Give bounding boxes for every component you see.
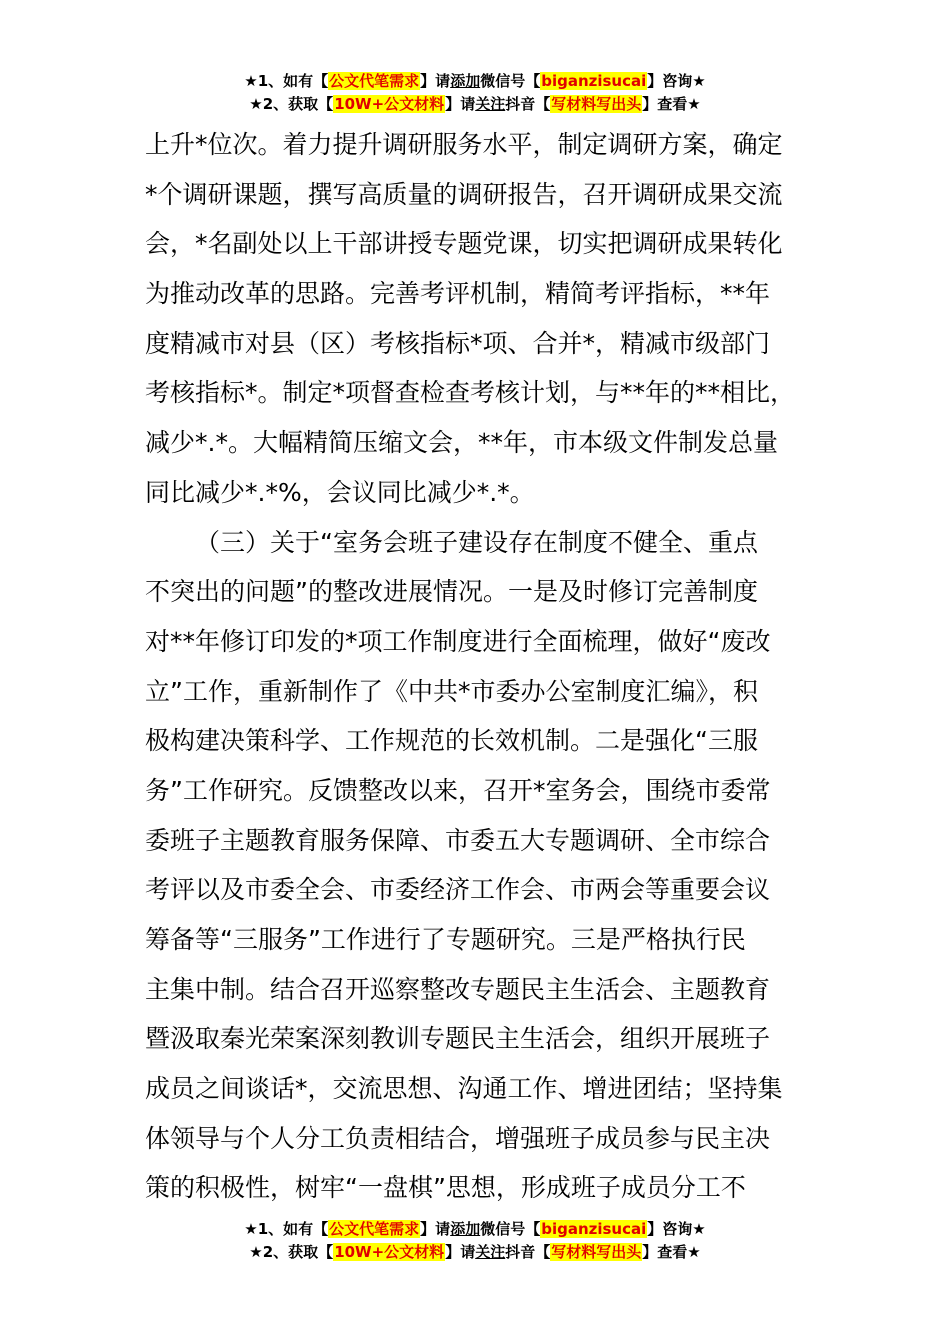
banner-text-underlined: 关注 bbox=[475, 95, 506, 113]
document-body bbox=[145, 120, 820, 1213]
text-line: 体领导与个人分工负责相结合，增强班子成员参与民主决 bbox=[145, 1123, 771, 1153]
text-line: 委班子主题教育服务保障、市委五大专题调研、全市综合 bbox=[145, 825, 771, 855]
banner-text-underlined: 添加 bbox=[450, 72, 481, 90]
text-line: 减少*.*。大幅精简压缩文会，**年，市本级文件制发总量 bbox=[145, 428, 778, 458]
text-line: 务”工作研究。反馈整改以来，召开*室务会，围绕市委常 bbox=[145, 775, 771, 805]
text-line: 考评以及市委全会、市委经济工作会、市两会等重要会议 bbox=[145, 875, 771, 905]
text-line: 极构建决策科学、工作规范的长效机制。二是强化“三服 bbox=[145, 726, 758, 756]
text-line: 立”工作，重新制作了《中共*市委办公室制度汇编》，积 bbox=[145, 676, 758, 706]
banner-text: 微信号【 bbox=[480, 72, 541, 90]
banner-highlight-wechat: biganzisucai bbox=[541, 1220, 647, 1238]
section-heading-line: （三）关于“室务会班子建设存在制度不健全、重点 bbox=[195, 527, 758, 557]
text-line: 主集中制。结合召开巡察整改专题民主生活会、主题教育 bbox=[145, 974, 771, 1004]
banner-text: ★1、如有【 bbox=[244, 72, 329, 90]
text-line: 成员之间谈话*，交流思想、沟通工作、增进团结；坚持集 bbox=[145, 1074, 783, 1104]
text-line: 度精减市对县（区）考核指标*项、合并*，精减市级部门 bbox=[145, 328, 771, 358]
banner-text: ★1、如有【 bbox=[244, 1220, 329, 1238]
text-line: 考核指标*。制定*项督查检查考核计划，与**年的**相比， bbox=[145, 378, 796, 408]
text-line: 暨汲取秦光荣案深刻教训专题民主生活会，组织开展班子 bbox=[145, 1024, 771, 1054]
banner-text: 】咨询★ bbox=[647, 1220, 706, 1238]
text-line: 对**年修订印发的*项工作制度进行全面梳理，做好“废改 bbox=[145, 626, 771, 656]
banner-text: 抖音【 bbox=[505, 1243, 551, 1261]
banner-text: 】请 bbox=[420, 1220, 451, 1238]
banner-text: 】请 bbox=[445, 95, 476, 113]
banner-text: 抖音【 bbox=[505, 95, 551, 113]
banner-text: 微信号【 bbox=[480, 1220, 541, 1238]
banner-text: 】请 bbox=[445, 1243, 476, 1261]
footer-banner bbox=[0, 1218, 950, 1264]
banner-highlight-service: 公文代笔需求 bbox=[329, 1220, 420, 1238]
banner-highlight-materials: 10W+公文材料 bbox=[334, 1243, 445, 1261]
banner-text: 】请 bbox=[420, 72, 451, 90]
banner-line-1 bbox=[0, 70, 950, 93]
text-line: 上升*位次。着力提升调研服务水平，制定调研方案，确定 bbox=[145, 130, 783, 159]
banner-highlight-douyin: 写材料写出头 bbox=[551, 1243, 642, 1261]
header-banner bbox=[0, 70, 950, 116]
text-line: 不突出的问题”的整改进展情况。一是及时修订完善制度 bbox=[145, 577, 758, 607]
banner-highlight-wechat: biganzisucai bbox=[541, 72, 647, 90]
banner-highlight-service: 公文代笔需求 bbox=[329, 72, 420, 90]
banner-line-2 bbox=[0, 93, 950, 116]
text-line: 筹备等“三服务”工作进行了专题研究。三是严格执行民 bbox=[145, 925, 746, 954]
banner-text: 】查看★ bbox=[642, 95, 701, 113]
banner-highlight-materials: 10W+公文材料 bbox=[334, 95, 445, 113]
banner-highlight-douyin: 写材料写出头 bbox=[551, 95, 642, 113]
text-line: 会，*名副处以上干部讲授专题党课，切实把调研成果转化 bbox=[145, 229, 783, 259]
banner-text: 】查看★ bbox=[642, 1243, 701, 1261]
text-line: 策的积极性，树牢“一盘棋”思想，形成班子成员分工不 bbox=[145, 1173, 746, 1203]
banner-text: ★2、获取【 bbox=[249, 95, 334, 113]
banner-text-underlined: 关注 bbox=[475, 1243, 506, 1261]
banner-line-2 bbox=[0, 1241, 950, 1264]
banner-text-underlined: 添加 bbox=[450, 1220, 481, 1238]
banner-text: 】咨询★ bbox=[647, 72, 706, 90]
text-line: 为推动改革的思路。完善考评机制，精简考评指标，**年 bbox=[145, 279, 771, 309]
banner-text: ★2、获取【 bbox=[249, 1243, 334, 1261]
text-line: *个调研课题，撰写高质量的调研报告，召开调研成果交流 bbox=[145, 179, 783, 209]
text-line: 同比减少*.*%，会议同比减少*.*。 bbox=[145, 477, 535, 507]
banner-line-1 bbox=[0, 1218, 950, 1241]
